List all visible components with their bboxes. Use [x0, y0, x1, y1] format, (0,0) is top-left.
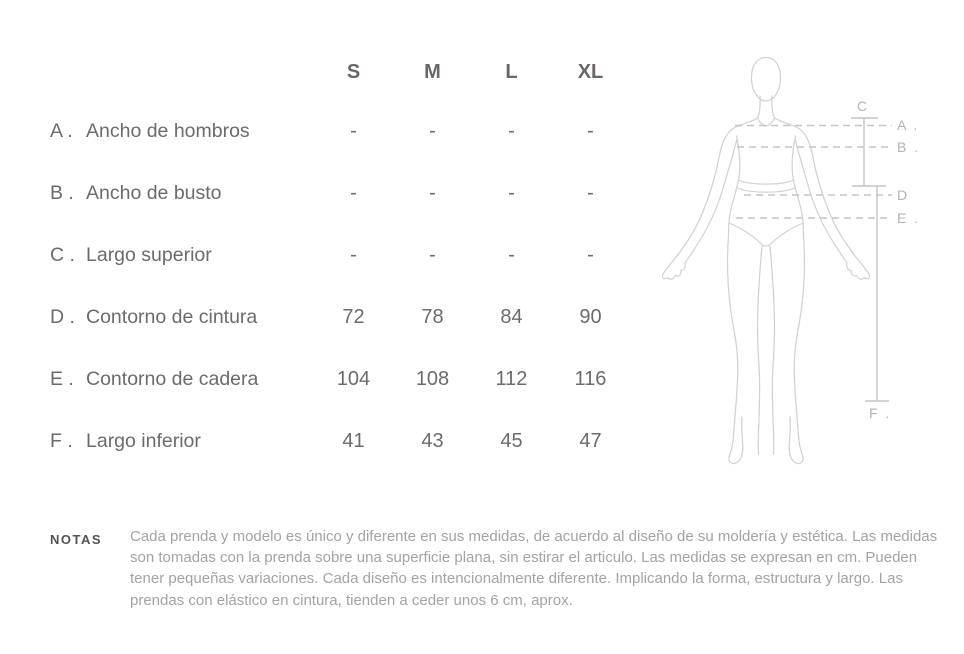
row-value: 47: [579, 429, 602, 452]
row-key: E .: [50, 367, 74, 390]
row-value: 72: [342, 305, 365, 328]
figure-label-b: B .: [897, 139, 921, 155]
figure-label-d: D: [897, 187, 910, 203]
row-value: -: [587, 181, 594, 204]
table-row: [48, 410, 634, 472]
row-value: 112: [495, 367, 528, 390]
row-value: 41: [342, 429, 365, 452]
size-column-l: L: [505, 60, 518, 83]
row-value: -: [508, 181, 515, 204]
row-label: Largo superior: [86, 243, 212, 266]
row-value: -: [350, 181, 357, 204]
row-value: -: [350, 243, 357, 266]
row-label: Contorno de cadera: [86, 367, 259, 390]
table-row: [48, 224, 634, 286]
row-value: 104: [336, 367, 371, 390]
row-value: 45: [500, 429, 523, 452]
figure-label-a: A .: [897, 117, 920, 133]
notes-heading: NOTAS: [50, 532, 103, 547]
row-label: Ancho de busto: [86, 181, 222, 204]
row-key: C .: [50, 243, 75, 266]
row-key: A .: [50, 119, 73, 142]
table-body: [48, 100, 634, 472]
figure-label-e: E .: [897, 210, 921, 226]
row-value: 116: [574, 367, 607, 390]
mannequin-diagram: [640, 40, 964, 470]
row-value: -: [587, 243, 594, 266]
size-column-xl: XL: [577, 60, 604, 83]
table-row: [48, 100, 634, 162]
row-key: F .: [50, 429, 73, 452]
upper-length-measure: [851, 118, 886, 186]
row-value: 43: [421, 429, 444, 452]
row-value: 78: [421, 305, 444, 328]
measurement-figure: [640, 40, 964, 470]
size-column-s: S: [346, 60, 361, 83]
table-row: [48, 286, 634, 348]
row-value: -: [508, 119, 515, 142]
row-key: D .: [50, 305, 75, 328]
size-header-row: [48, 44, 634, 100]
row-value: -: [429, 181, 436, 204]
row-value: -: [587, 119, 594, 142]
row-value: -: [429, 243, 436, 266]
row-label: Ancho de hombros: [86, 119, 250, 142]
row-value: 108: [415, 367, 450, 390]
row-value: 90: [579, 305, 602, 328]
row-label: Largo inferior: [86, 429, 201, 452]
size-column-m: M: [424, 60, 441, 83]
table-row: [48, 162, 634, 224]
figure-label-c: C: [857, 98, 870, 114]
row-value: -: [350, 119, 357, 142]
row-value: -: [508, 243, 515, 266]
row-value: -: [429, 119, 436, 142]
row-value: 84: [500, 305, 523, 328]
notes-text: Cada prenda y modelo es único y diferente en sus medidas, de acuerdo al diseño de su moldería y estética. Las medidas son tomadas con la prenda sobre una superficie plana, sin estirar el articulo. Las medidas se expresan en cm. Pueden tener pequeñas variaciones. Cada diseño es intencionalmente diferente. Implicando la forma, estructura y largo. Las prendas con elástico en cintura, tienden a ceder unos 6 cm, aprox.: [130, 528, 938, 609]
size-chart-table: [48, 44, 634, 472]
row-label: Contorno de cintura: [86, 305, 258, 328]
mannequin-outline: [662, 58, 869, 464]
table-row: [48, 348, 634, 410]
row-key: B .: [50, 181, 74, 204]
figure-label-f: F .: [869, 405, 892, 421]
